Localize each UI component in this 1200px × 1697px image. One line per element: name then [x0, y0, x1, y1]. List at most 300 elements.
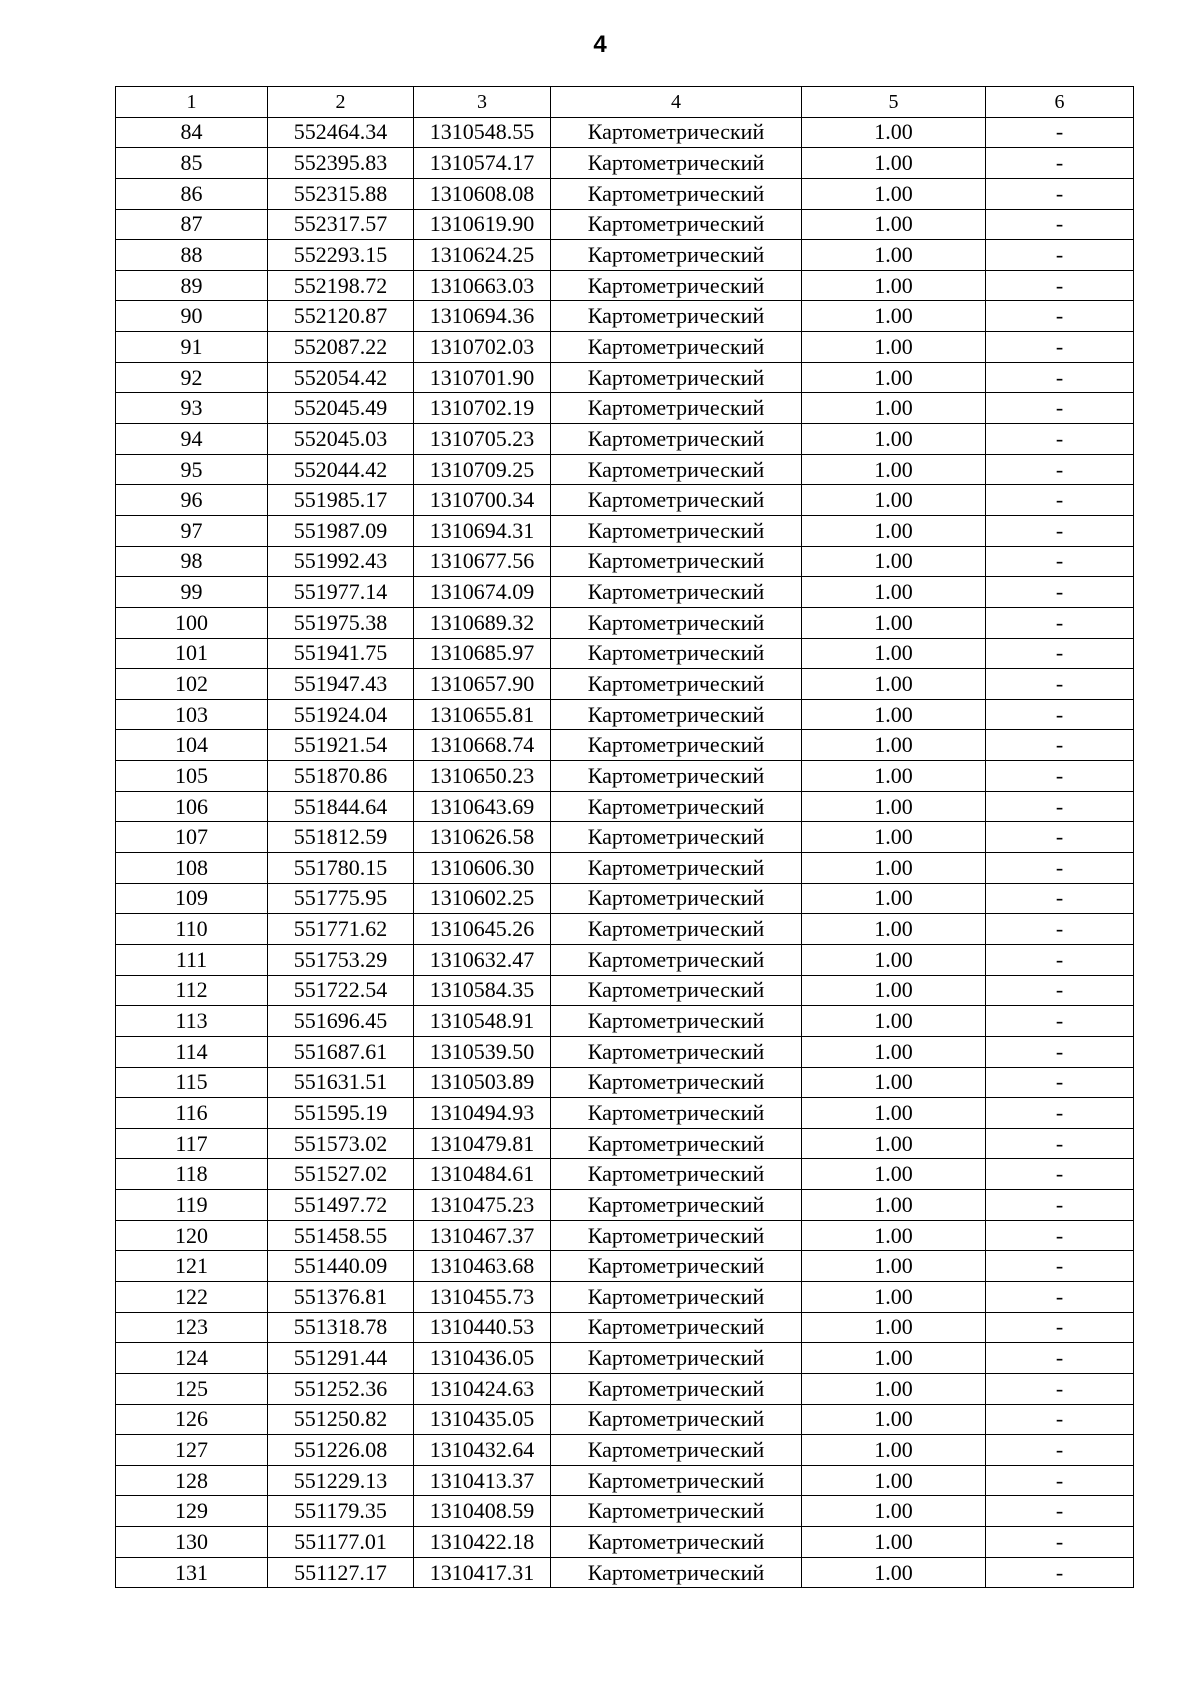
y-coordinate-cell: 1310705.23 — [414, 424, 551, 455]
point-number-cell: 90 — [116, 301, 268, 332]
note-cell: - — [986, 1098, 1134, 1129]
note-cell: - — [986, 393, 1134, 424]
table-row — [116, 546, 1134, 577]
x-coordinate-cell: 551844.64 — [268, 791, 414, 822]
y-coordinate-cell: 1310424.63 — [414, 1373, 551, 1404]
x-coordinate-cell: 551753.29 — [268, 944, 414, 975]
y-coordinate-cell: 1310435.05 — [414, 1404, 551, 1435]
point-number-cell: 118 — [116, 1159, 268, 1190]
accuracy-cell: 1.00 — [802, 301, 986, 332]
accuracy-cell: 1.00 — [802, 638, 986, 669]
accuracy-cell: 1.00 — [802, 546, 986, 577]
y-coordinate-cell: 1310574.17 — [414, 148, 551, 179]
note-cell: - — [986, 699, 1134, 730]
note-cell: - — [986, 1251, 1134, 1282]
table-row — [116, 791, 1134, 822]
accuracy-cell: 1.00 — [802, 1496, 986, 1527]
note-cell: - — [986, 1435, 1134, 1466]
note-cell: - — [986, 148, 1134, 179]
x-coordinate-cell: 551687.61 — [268, 1036, 414, 1067]
method-cell: Картометрический — [551, 546, 802, 577]
x-coordinate-cell: 551775.95 — [268, 883, 414, 914]
accuracy-cell: 1.00 — [802, 1373, 986, 1404]
point-number-cell: 93 — [116, 393, 268, 424]
page-number: 4 — [593, 31, 607, 58]
x-coordinate-cell: 551595.19 — [268, 1098, 414, 1129]
note-cell: - — [986, 730, 1134, 761]
point-number-cell: 101 — [116, 638, 268, 669]
point-number-cell: 102 — [116, 669, 268, 700]
point-number-cell: 131 — [116, 1557, 268, 1588]
y-coordinate-cell: 1310602.25 — [414, 883, 551, 914]
method-cell: Картометрический — [551, 1465, 802, 1496]
note-cell: - — [986, 362, 1134, 393]
point-number-cell: 104 — [116, 730, 268, 761]
method-cell: Картометрический — [551, 1036, 802, 1067]
method-cell: Картометрический — [551, 822, 802, 853]
table-row — [116, 1373, 1134, 1404]
note-cell: - — [986, 1220, 1134, 1251]
y-coordinate-cell: 1310619.90 — [414, 209, 551, 240]
accuracy-cell: 1.00 — [802, 332, 986, 363]
method-cell: Картометрический — [551, 178, 802, 209]
x-coordinate-cell: 551291.44 — [268, 1343, 414, 1374]
accuracy-cell: 1.00 — [802, 178, 986, 209]
x-coordinate-cell: 552045.49 — [268, 393, 414, 424]
table-row — [116, 485, 1134, 516]
column-header-4: 4 — [551, 87, 802, 118]
accuracy-cell: 1.00 — [802, 607, 986, 638]
note-cell: - — [986, 761, 1134, 792]
y-coordinate-cell: 1310655.81 — [414, 699, 551, 730]
method-cell: Картометрический — [551, 485, 802, 516]
table-row — [116, 393, 1134, 424]
table-row — [116, 730, 1134, 761]
method-cell: Картометрический — [551, 1159, 802, 1190]
accuracy-cell: 1.00 — [802, 1036, 986, 1067]
table-row — [116, 1557, 1134, 1588]
note-cell: - — [986, 577, 1134, 608]
y-coordinate-cell: 1310548.55 — [414, 117, 551, 148]
point-number-cell: 121 — [116, 1251, 268, 1282]
accuracy-cell: 1.00 — [802, 669, 986, 700]
method-cell: Картометрический — [551, 1281, 802, 1312]
method-cell: Картометрический — [551, 1190, 802, 1221]
note-cell: - — [986, 1128, 1134, 1159]
y-coordinate-cell: 1310700.34 — [414, 485, 551, 516]
method-cell: Картометрический — [551, 1527, 802, 1558]
x-coordinate-cell: 551870.86 — [268, 761, 414, 792]
point-number-cell: 96 — [116, 485, 268, 516]
note-cell: - — [986, 485, 1134, 516]
x-coordinate-cell: 551252.36 — [268, 1373, 414, 1404]
method-cell: Картометрический — [551, 975, 802, 1006]
x-coordinate-cell: 552044.42 — [268, 454, 414, 485]
y-coordinate-cell: 1310440.53 — [414, 1312, 551, 1343]
accuracy-cell: 1.00 — [802, 148, 986, 179]
x-coordinate-cell: 551631.51 — [268, 1067, 414, 1098]
point-number-cell: 110 — [116, 914, 268, 945]
point-number-cell: 98 — [116, 546, 268, 577]
table-row — [116, 1343, 1134, 1374]
method-cell: Картометрический — [551, 332, 802, 363]
method-cell: Картометрический — [551, 1435, 802, 1466]
accuracy-cell: 1.00 — [802, 393, 986, 424]
x-coordinate-cell: 551497.72 — [268, 1190, 414, 1221]
table-row — [116, 209, 1134, 240]
table-row — [116, 515, 1134, 546]
point-number-cell: 123 — [116, 1312, 268, 1343]
y-coordinate-cell: 1310643.69 — [414, 791, 551, 822]
x-coordinate-cell: 552198.72 — [268, 270, 414, 301]
x-coordinate-cell: 551127.17 — [268, 1557, 414, 1588]
table-row — [116, 362, 1134, 393]
y-coordinate-cell: 1310539.50 — [414, 1036, 551, 1067]
table-row — [116, 117, 1134, 148]
accuracy-cell: 1.00 — [802, 117, 986, 148]
y-coordinate-cell: 1310626.58 — [414, 822, 551, 853]
method-cell: Картометрический — [551, 424, 802, 455]
column-header-1: 1 — [116, 87, 268, 118]
note-cell: - — [986, 1067, 1134, 1098]
point-number-cell: 88 — [116, 240, 268, 271]
method-cell: Картометрический — [551, 270, 802, 301]
accuracy-cell: 1.00 — [802, 1557, 986, 1588]
point-number-cell: 130 — [116, 1527, 268, 1558]
note-cell: - — [986, 1036, 1134, 1067]
method-cell: Картометрический — [551, 148, 802, 179]
note-cell: - — [986, 1373, 1134, 1404]
method-cell: Картометрический — [551, 1343, 802, 1374]
x-coordinate-cell: 551987.09 — [268, 515, 414, 546]
accuracy-cell: 1.00 — [802, 485, 986, 516]
point-number-cell: 92 — [116, 362, 268, 393]
method-cell: Картометрический — [551, 209, 802, 240]
point-number-cell: 106 — [116, 791, 268, 822]
method-cell: Картометрический — [551, 853, 802, 884]
method-cell: Картометрический — [551, 669, 802, 700]
method-cell: Картометрический — [551, 1496, 802, 1527]
note-cell: - — [986, 1281, 1134, 1312]
accuracy-cell: 1.00 — [802, 822, 986, 853]
y-coordinate-cell: 1310702.03 — [414, 332, 551, 363]
note-cell: - — [986, 178, 1134, 209]
y-coordinate-cell: 1310503.89 — [414, 1067, 551, 1098]
x-coordinate-cell: 552120.87 — [268, 301, 414, 332]
method-cell: Картометрический — [551, 240, 802, 271]
point-number-cell: 120 — [116, 1220, 268, 1251]
note-cell: - — [986, 853, 1134, 884]
x-coordinate-cell: 551226.08 — [268, 1435, 414, 1466]
table-row — [116, 914, 1134, 945]
point-number-cell: 105 — [116, 761, 268, 792]
x-coordinate-cell: 551696.45 — [268, 1006, 414, 1037]
x-coordinate-cell: 551376.81 — [268, 1281, 414, 1312]
point-number-cell: 87 — [116, 209, 268, 240]
table-row — [116, 1312, 1134, 1343]
x-coordinate-cell: 551985.17 — [268, 485, 414, 516]
point-number-cell: 125 — [116, 1373, 268, 1404]
table-row — [116, 822, 1134, 853]
method-cell: Картометрический — [551, 577, 802, 608]
x-coordinate-cell: 551177.01 — [268, 1527, 414, 1558]
table-row — [116, 1128, 1134, 1159]
y-coordinate-cell: 1310709.25 — [414, 454, 551, 485]
table-row — [116, 240, 1134, 271]
note-cell: - — [986, 822, 1134, 853]
table-row — [116, 1006, 1134, 1037]
accuracy-cell: 1.00 — [802, 1465, 986, 1496]
note-cell: - — [986, 1006, 1134, 1037]
note-cell: - — [986, 638, 1134, 669]
y-coordinate-cell: 1310701.90 — [414, 362, 551, 393]
table-row — [116, 1098, 1134, 1129]
table-row — [116, 638, 1134, 669]
note-cell: - — [986, 883, 1134, 914]
y-coordinate-cell: 1310484.61 — [414, 1159, 551, 1190]
accuracy-cell: 1.00 — [802, 424, 986, 455]
table-row — [116, 424, 1134, 455]
x-coordinate-cell: 552464.34 — [268, 117, 414, 148]
method-cell: Картометрический — [551, 914, 802, 945]
point-number-cell: 119 — [116, 1190, 268, 1221]
accuracy-cell: 1.00 — [802, 1404, 986, 1435]
note-cell: - — [986, 1557, 1134, 1588]
accuracy-cell: 1.00 — [802, 577, 986, 608]
table-row — [116, 1435, 1134, 1466]
table-row — [116, 148, 1134, 179]
point-number-cell: 84 — [116, 117, 268, 148]
y-coordinate-cell: 1310408.59 — [414, 1496, 551, 1527]
accuracy-cell: 1.00 — [802, 914, 986, 945]
x-coordinate-cell: 551229.13 — [268, 1465, 414, 1496]
y-coordinate-cell: 1310632.47 — [414, 944, 551, 975]
point-number-cell: 127 — [116, 1435, 268, 1466]
y-coordinate-cell: 1310606.30 — [414, 853, 551, 884]
method-cell: Картометрический — [551, 454, 802, 485]
note-cell: - — [986, 975, 1134, 1006]
x-coordinate-cell: 551977.14 — [268, 577, 414, 608]
note-cell: - — [986, 332, 1134, 363]
accuracy-cell: 1.00 — [802, 454, 986, 485]
x-coordinate-cell: 551722.54 — [268, 975, 414, 1006]
accuracy-cell: 1.00 — [802, 1435, 986, 1466]
accuracy-cell: 1.00 — [802, 883, 986, 914]
y-coordinate-cell: 1310624.25 — [414, 240, 551, 271]
point-number-cell: 91 — [116, 332, 268, 363]
accuracy-cell: 1.00 — [802, 1281, 986, 1312]
table-row — [116, 669, 1134, 700]
point-number-cell: 94 — [116, 424, 268, 455]
method-cell: Картометрический — [551, 515, 802, 546]
point-number-cell: 103 — [116, 699, 268, 730]
point-number-cell: 124 — [116, 1343, 268, 1374]
accuracy-cell: 1.00 — [802, 515, 986, 546]
note-cell: - — [986, 1404, 1134, 1435]
y-coordinate-cell: 1310455.73 — [414, 1281, 551, 1312]
x-coordinate-cell: 551573.02 — [268, 1128, 414, 1159]
accuracy-cell: 1.00 — [802, 1312, 986, 1343]
table-row — [116, 1251, 1134, 1282]
accuracy-cell: 1.00 — [802, 944, 986, 975]
accuracy-cell: 1.00 — [802, 699, 986, 730]
note-cell: - — [986, 1465, 1134, 1496]
method-cell: Картометрический — [551, 117, 802, 148]
note-cell: - — [986, 669, 1134, 700]
note-cell: - — [986, 944, 1134, 975]
y-coordinate-cell: 1310650.23 — [414, 761, 551, 792]
column-header-5: 5 — [802, 87, 986, 118]
x-coordinate-cell: 551947.43 — [268, 669, 414, 700]
x-coordinate-cell: 552395.83 — [268, 148, 414, 179]
point-number-cell: 85 — [116, 148, 268, 179]
point-number-cell: 95 — [116, 454, 268, 485]
y-coordinate-cell: 1310702.19 — [414, 393, 551, 424]
table-row — [116, 332, 1134, 363]
table-row — [116, 454, 1134, 485]
y-coordinate-cell: 1310584.35 — [414, 975, 551, 1006]
method-cell: Картометрический — [551, 883, 802, 914]
note-cell: - — [986, 270, 1134, 301]
point-number-cell: 114 — [116, 1036, 268, 1067]
y-coordinate-cell: 1310417.31 — [414, 1557, 551, 1588]
point-number-cell: 107 — [116, 822, 268, 853]
y-coordinate-cell: 1310432.64 — [414, 1435, 551, 1466]
note-cell: - — [986, 1190, 1134, 1221]
accuracy-cell: 1.00 — [802, 1251, 986, 1282]
y-coordinate-cell: 1310685.97 — [414, 638, 551, 669]
table-row — [116, 853, 1134, 884]
method-cell: Картометрический — [551, 1557, 802, 1588]
x-coordinate-cell: 551250.82 — [268, 1404, 414, 1435]
method-cell: Картометрический — [551, 301, 802, 332]
y-coordinate-cell: 1310663.03 — [414, 270, 551, 301]
point-number-cell: 97 — [116, 515, 268, 546]
x-coordinate-cell: 552054.42 — [268, 362, 414, 393]
x-coordinate-cell: 552045.03 — [268, 424, 414, 455]
method-cell: Картометрический — [551, 1067, 802, 1098]
table-row — [116, 975, 1134, 1006]
note-cell: - — [986, 424, 1134, 455]
x-coordinate-cell: 552317.57 — [268, 209, 414, 240]
point-number-cell: 117 — [116, 1128, 268, 1159]
table-header-row — [116, 87, 1134, 118]
x-coordinate-cell: 552315.88 — [268, 178, 414, 209]
note-cell: - — [986, 1159, 1134, 1190]
point-number-cell: 86 — [116, 178, 268, 209]
y-coordinate-cell: 1310694.36 — [414, 301, 551, 332]
x-coordinate-cell: 551941.75 — [268, 638, 414, 669]
x-coordinate-cell: 551179.35 — [268, 1496, 414, 1527]
table-row — [116, 1281, 1134, 1312]
method-cell: Картометрический — [551, 1098, 802, 1129]
x-coordinate-cell: 551921.54 — [268, 730, 414, 761]
note-cell: - — [986, 914, 1134, 945]
method-cell: Картометрический — [551, 699, 802, 730]
point-number-cell: 109 — [116, 883, 268, 914]
y-coordinate-cell: 1310608.08 — [414, 178, 551, 209]
accuracy-cell: 1.00 — [802, 730, 986, 761]
point-number-cell: 122 — [116, 1281, 268, 1312]
x-coordinate-cell: 551458.55 — [268, 1220, 414, 1251]
accuracy-cell: 1.00 — [802, 1190, 986, 1221]
point-number-cell: 100 — [116, 607, 268, 638]
table-row — [116, 178, 1134, 209]
table-row — [116, 577, 1134, 608]
table-row — [116, 1465, 1134, 1496]
accuracy-cell: 1.00 — [802, 209, 986, 240]
note-cell: - — [986, 607, 1134, 638]
column-header-6: 6 — [986, 87, 1134, 118]
table-row — [116, 883, 1134, 914]
y-coordinate-cell: 1310413.37 — [414, 1465, 551, 1496]
y-coordinate-cell: 1310694.31 — [414, 515, 551, 546]
table-row — [116, 301, 1134, 332]
accuracy-cell: 1.00 — [802, 1159, 986, 1190]
method-cell: Картометрический — [551, 638, 802, 669]
table-row — [116, 761, 1134, 792]
table-row — [116, 1220, 1134, 1251]
x-coordinate-cell: 551318.78 — [268, 1312, 414, 1343]
point-number-cell: 116 — [116, 1098, 268, 1129]
method-cell: Картометрический — [551, 1312, 802, 1343]
y-coordinate-cell: 1310467.37 — [414, 1220, 551, 1251]
table-body — [116, 117, 1134, 1588]
accuracy-cell: 1.00 — [802, 1098, 986, 1129]
note-cell: - — [986, 117, 1134, 148]
table-row — [116, 1036, 1134, 1067]
note-cell: - — [986, 1496, 1134, 1527]
method-cell: Картометрический — [551, 1251, 802, 1282]
method-cell: Картометрический — [551, 1128, 802, 1159]
table-row — [116, 1159, 1134, 1190]
note-cell: - — [986, 546, 1134, 577]
y-coordinate-cell: 1310674.09 — [414, 577, 551, 608]
y-coordinate-cell: 1310677.56 — [414, 546, 551, 577]
x-coordinate-cell: 551780.15 — [268, 853, 414, 884]
method-cell: Картометрический — [551, 607, 802, 638]
note-cell: - — [986, 791, 1134, 822]
point-number-cell: 113 — [116, 1006, 268, 1037]
x-coordinate-cell: 551527.02 — [268, 1159, 414, 1190]
method-cell: Картометрический — [551, 944, 802, 975]
table-row — [116, 1190, 1134, 1221]
x-coordinate-cell: 552087.22 — [268, 332, 414, 363]
y-coordinate-cell: 1310463.68 — [414, 1251, 551, 1282]
accuracy-cell: 1.00 — [802, 791, 986, 822]
point-number-cell: 108 — [116, 853, 268, 884]
y-coordinate-cell: 1310689.32 — [414, 607, 551, 638]
accuracy-cell: 1.00 — [802, 270, 986, 301]
y-coordinate-cell: 1310479.81 — [414, 1128, 551, 1159]
point-number-cell: 99 — [116, 577, 268, 608]
x-coordinate-cell: 551440.09 — [268, 1251, 414, 1282]
table-row — [116, 1067, 1134, 1098]
accuracy-cell: 1.00 — [802, 761, 986, 792]
note-cell: - — [986, 1343, 1134, 1374]
y-coordinate-cell: 1310548.91 — [414, 1006, 551, 1037]
table-row — [116, 1404, 1134, 1435]
method-cell: Картометрический — [551, 730, 802, 761]
point-number-cell: 112 — [116, 975, 268, 1006]
method-cell: Картометрический — [551, 1220, 802, 1251]
note-cell: - — [986, 454, 1134, 485]
accuracy-cell: 1.00 — [802, 1220, 986, 1251]
accuracy-cell: 1.00 — [802, 1067, 986, 1098]
accuracy-cell: 1.00 — [802, 1343, 986, 1374]
method-cell: Картометрический — [551, 1006, 802, 1037]
x-coordinate-cell: 551975.38 — [268, 607, 414, 638]
